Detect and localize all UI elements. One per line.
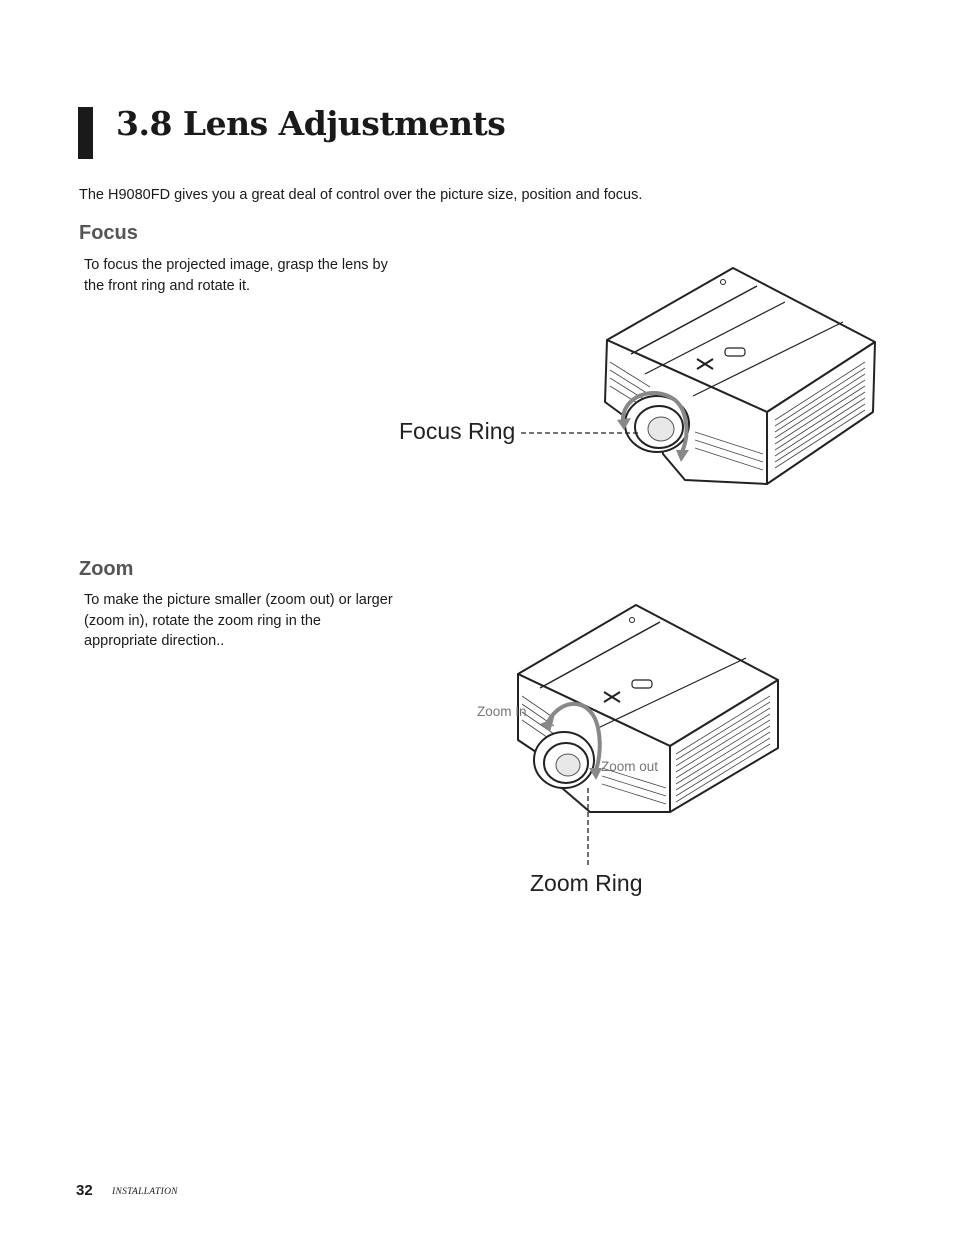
title-accent-bar <box>78 107 93 159</box>
focus-projector-figure <box>395 262 885 487</box>
page-title: 3.8 Lens Adjustments <box>116 104 506 143</box>
zoom-in-label: Zoom In <box>477 704 527 719</box>
zoom-out-label: Zoom out <box>601 759 659 774</box>
projector-illustration-zoom <box>470 600 790 905</box>
footer-section-name: INSTALLATION <box>112 1187 178 1197</box>
zoom-projector-figure <box>470 600 790 905</box>
intro-paragraph: The H9080FD gives you a great deal of control over the picture size, position and focus. <box>79 187 643 203</box>
projector-illustration-focus <box>395 262 885 487</box>
focus-description: To focus the projected image, grasp the lens by the front ring and rotate it. <box>84 257 388 294</box>
focus-heading: Focus <box>79 222 138 244</box>
zoom-ring-label: Zoom Ring <box>530 870 643 896</box>
focus-ring-label: Focus Ring <box>399 418 516 444</box>
page-number: 32 <box>76 1182 93 1199</box>
zoom-heading: Zoom <box>79 558 134 580</box>
zoom-description: To make the picture smaller (zoom out) or larger (zoom in), rotate the zoom ring in the appropriate direction.. <box>84 592 393 649</box>
